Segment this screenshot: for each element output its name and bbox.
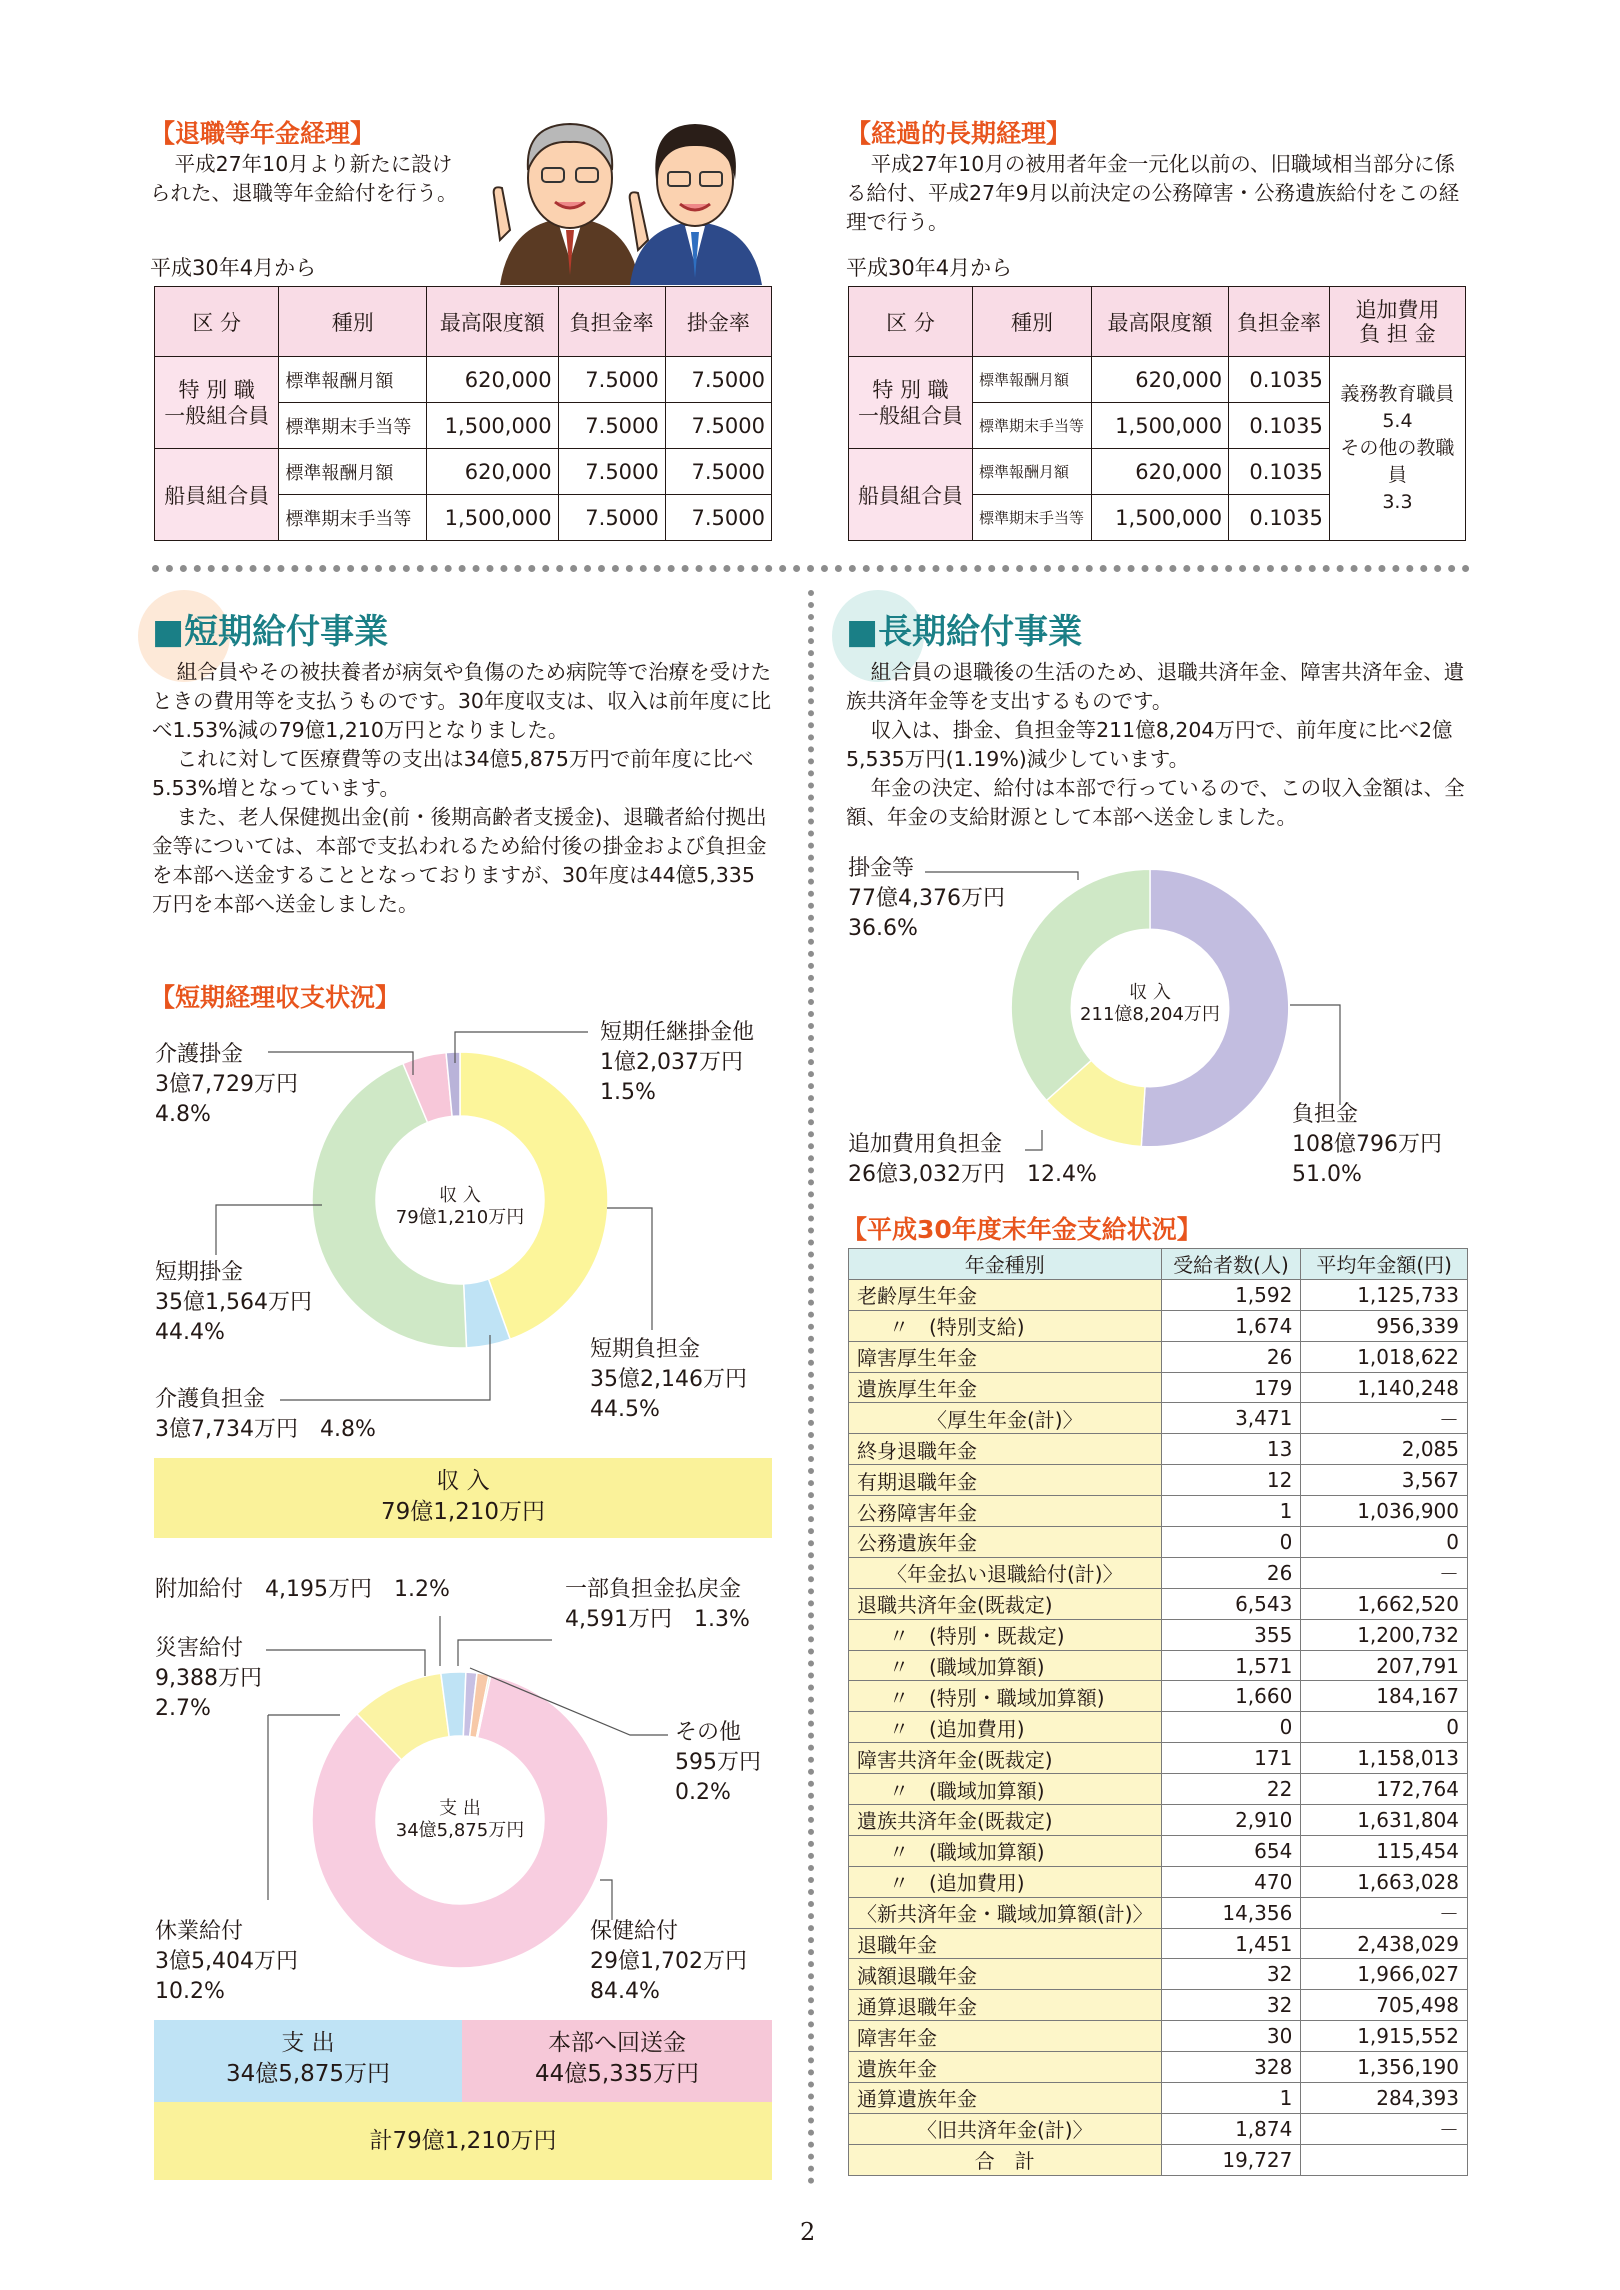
- limit-cell: 620,000: [1091, 357, 1228, 403]
- limit-cell: 1,500,000: [1091, 495, 1228, 541]
- pension-header: 年金種別: [849, 1249, 1162, 1280]
- pension-type-cell: 〃 (追加費用): [849, 1866, 1162, 1897]
- pension-amount-cell: 0: [1301, 1527, 1468, 1558]
- label-kaigo-kake: 介護掛金 3億7,729万円 4.8%: [155, 1042, 298, 1127]
- pension-count-cell: 3,471: [1161, 1403, 1301, 1434]
- pension-type-cell: 遺族年金: [849, 2052, 1162, 2083]
- header-cell: 負担金率: [558, 287, 665, 357]
- rate-cell: 7.5000: [558, 403, 665, 449]
- limit-cell: 620,000: [1091, 449, 1228, 495]
- label-long-futan: 負担金 108億796万円 51.0%: [1292, 1102, 1442, 1187]
- pension-table-heading: 【平成30年度末年金支給状況】: [842, 1215, 1202, 1244]
- header-cell: 掛金率: [665, 287, 771, 357]
- transitional-text: 平成27年10月の被用者年金一元化以前の、旧職域相当部分に係る給付、平成27年9月以前決定の公務障害・公務遺族給付をこの経理で行う。: [846, 152, 1460, 234]
- pension-amount-cell: 1,036,900: [1301, 1496, 1468, 1527]
- label-fuka: 附加給付 4,195万円 1.2%: [155, 1577, 450, 1602]
- center-label: 支 出: [439, 1798, 481, 1819]
- type-cell: 標準報酬月額: [973, 357, 1092, 403]
- pension-amount-cell: 115,454: [1301, 1835, 1468, 1866]
- label-long-tsuika: 追加費用負担金 26億3,032万円 12.4%: [848, 1132, 1097, 1187]
- pension-amount-cell: 1,662,520: [1301, 1588, 1468, 1619]
- pension-type-cell: 合 計: [849, 2144, 1162, 2175]
- header-cell: 追加費用 負 担 金: [1329, 287, 1465, 357]
- pension-count-cell: 1,660: [1161, 1681, 1301, 1712]
- pension-count-cell: 12: [1161, 1465, 1301, 1496]
- header-cell: 区 分: [849, 287, 973, 357]
- pension-count-cell: 26: [1161, 1341, 1301, 1372]
- pension-row: [849, 1588, 1468, 1619]
- pension-type-cell: 老齢厚生年金: [849, 1279, 1162, 1310]
- pension-count-cell: 355: [1161, 1619, 1301, 1650]
- pension-amount-cell: 956,339: [1301, 1310, 1468, 1341]
- pension-row: [849, 1959, 1468, 1990]
- header-cell: 種別: [279, 287, 427, 357]
- pension-amount-cell: 1,125,733: [1301, 1279, 1468, 1310]
- pension-count-cell: 19,727: [1161, 2144, 1301, 2175]
- pension-count-cell: 26: [1161, 1557, 1301, 1588]
- pension-type-cell: 公務遺族年金: [849, 1527, 1162, 1558]
- pension-type-cell: 〃 (職域加算額): [849, 1774, 1162, 1805]
- pension-amount-cell: 207,791: [1301, 1650, 1468, 1681]
- center-value: 211億8,204万円: [1080, 1004, 1220, 1025]
- center-label: 収 入: [1129, 982, 1171, 1003]
- pension-type-cell: 〈新共済年金・職域加算額(計)〉: [849, 1897, 1162, 1928]
- pension-type-cell: 〃 (職域加算額): [849, 1650, 1162, 1681]
- pension-amount-cell: 1,018,622: [1301, 1341, 1468, 1372]
- pension-amount-cell: 3,567: [1301, 1465, 1468, 1496]
- pension-row: [849, 2083, 1468, 2114]
- header-cell: 最高限度額: [427, 287, 558, 357]
- pension-row: [849, 2144, 1468, 2175]
- pension-amount-cell: 705,498: [1301, 1990, 1468, 2021]
- pension-row: [849, 1434, 1468, 1465]
- pension-amount-cell: －: [1301, 1557, 1468, 1588]
- label-tanki-kake: 短期掛金 35億1,564万円 44.4%: [155, 1260, 312, 1345]
- pension-amount-cell: 1,140,248: [1301, 1372, 1468, 1403]
- pension-count-cell: 171: [1161, 1743, 1301, 1774]
- pension-row: [849, 1990, 1468, 2021]
- retirement-heading: 【退職等年金経理】: [150, 119, 376, 148]
- rate-cell: 7.5000: [558, 449, 665, 495]
- pension-type-cell: 〃 (職域加算額): [849, 1835, 1162, 1866]
- label-ichibu: 一部負担金払戻金 4,591万円 1.3%: [565, 1577, 750, 1632]
- rate-cell: 7.5000: [665, 403, 771, 449]
- pension-header: 受給者数(人): [1161, 1249, 1301, 1280]
- short-title: ■短期給付事業: [152, 612, 389, 652]
- pension-count-cell: 32: [1161, 1959, 1301, 1990]
- pension-count-cell: 1,674: [1161, 1310, 1301, 1341]
- pension-row: [849, 1650, 1468, 1681]
- pension-amount-cell: 1,200,732: [1301, 1619, 1468, 1650]
- limit-cell: 620,000: [427, 449, 558, 495]
- pension-row: [849, 1835, 1468, 1866]
- pension-count-cell: 22: [1161, 1774, 1301, 1805]
- pension-count-cell: 654: [1161, 1835, 1301, 1866]
- pension-row: [849, 1527, 1468, 1558]
- pension-row: [849, 1805, 1468, 1836]
- pension-row: [849, 1341, 1468, 1372]
- short-total-box: 計79億1,210万円: [154, 2102, 772, 2180]
- pension-type-cell: 通算遺族年金: [849, 2083, 1162, 2114]
- pension-amount-cell: [1301, 2144, 1468, 2175]
- pension-amount-cell: －: [1301, 1897, 1468, 1928]
- pension-row: [849, 1557, 1468, 1588]
- pension-amount-cell: －: [1301, 1403, 1468, 1434]
- transitional-since: 平成30年4月から: [846, 256, 1013, 280]
- pension-row: [849, 2021, 1468, 2052]
- pension-row: [849, 1619, 1468, 1650]
- rate-cell: 7.5000: [665, 449, 771, 495]
- pension-count-cell: 1,592: [1161, 1279, 1301, 1310]
- pension-amount-cell: 1,966,027: [1301, 1959, 1468, 1990]
- pension-row: [849, 1496, 1468, 1527]
- short-paragraph: これに対して医療費等の支出は34億5,875万円で前年度に比べ5.53%増となっています。: [152, 747, 754, 800]
- rate-cell: 0.1035: [1229, 449, 1330, 495]
- retirement-since: 平成30年4月から: [150, 256, 317, 280]
- group-cell: 特 別 職 一般組合員: [155, 357, 279, 449]
- long-title: ■長期給付事業: [846, 612, 1083, 652]
- page-number: 2: [800, 2218, 816, 2246]
- pension-count-cell: 0: [1161, 1527, 1301, 1558]
- center-value: 34億5,875万円: [395, 1820, 525, 1841]
- pension-type-cell: 有期退職年金: [849, 1465, 1162, 1496]
- type-cell: 標準報酬月額: [279, 449, 427, 495]
- pension-count-cell: 30: [1161, 2021, 1301, 2052]
- limit-cell: 620,000: [427, 357, 558, 403]
- short-remit-box: 本部へ回送金 44億5,335万円: [462, 2020, 772, 2102]
- pension-type-cell: 障害厚生年金: [849, 1341, 1162, 1372]
- pension-amount-cell: 1,356,190: [1301, 2052, 1468, 2083]
- pension-type-cell: 遺族共済年金(既裁定): [849, 1805, 1162, 1836]
- pension-amount-cell: 1,915,552: [1301, 2021, 1468, 2052]
- pension-type-cell: 終身退職年金: [849, 1434, 1162, 1465]
- header-cell: 最高限度額: [1091, 287, 1228, 357]
- long-paragraph: 収入は、掛金、負担金等211億8,204万円で、前年度に比べ2億5,535万円(1.19%)減少しています。: [846, 718, 1453, 771]
- rate-cell: 7.5000: [665, 357, 771, 403]
- pension-amount-cell: 2,438,029: [1301, 1928, 1468, 1959]
- group-cell: 船員組合員: [155, 449, 279, 541]
- header-cell: 種別: [973, 287, 1092, 357]
- center-value: 79億1,210万円: [395, 1207, 525, 1228]
- retirement-text: 平成27年10月より新たに設けられた、退職等年金給付を行う。: [150, 152, 458, 205]
- pension-count-cell: 1: [1161, 2083, 1301, 2114]
- pension-amount-cell: 0: [1301, 1712, 1468, 1743]
- pension-type-cell: 〈年金払い退職給付(計)〉: [849, 1557, 1162, 1588]
- pension-count-cell: 1,451: [1161, 1928, 1301, 1959]
- pension-amount-cell: －: [1301, 2113, 1468, 2144]
- pension-count-cell: 6,543: [1161, 1588, 1301, 1619]
- pension-count-cell: 179: [1161, 1372, 1301, 1403]
- pension-type-cell: 減額退職年金: [849, 1959, 1162, 1990]
- pension-type-cell: 〃 (特別支給): [849, 1310, 1162, 1341]
- pension-count-cell: 1: [1161, 1496, 1301, 1527]
- pension-row: [849, 1681, 1468, 1712]
- pension-count-cell: 0: [1161, 1712, 1301, 1743]
- rate-cell: 7.5000: [665, 495, 771, 541]
- pension-type-cell: 〃 (特別・既裁定): [849, 1619, 1162, 1650]
- additional-cost-cell: 義務教育職員 5.4 その他の教職員 3.3: [1329, 357, 1465, 541]
- pension-row: [849, 2052, 1468, 2083]
- pension-type-cell: 〈厚生年金(計)〉: [849, 1403, 1162, 1434]
- rate-cell: 0.1035: [1229, 403, 1330, 449]
- transitional-heading: 【経過的長期経理】: [846, 119, 1072, 148]
- short-paragraph: 組合員やその被扶養者が病気や負傷のため病院等で治療を受けたときの費用等を支払うものです。30年度収支は、収入は前年度に比べ1.53%減の79億1,210万円となりました。: [152, 660, 772, 742]
- short-chart-heading: 【短期経理収支状況】: [150, 983, 401, 1012]
- type-cell: 標準報酬月額: [279, 357, 427, 403]
- pension-amount-cell: 1,158,013: [1301, 1743, 1468, 1774]
- pension-count-cell: 13: [1161, 1434, 1301, 1465]
- center-label: 収 入: [439, 1185, 481, 1206]
- limit-cell: 1,500,000: [1091, 403, 1228, 449]
- pension-count-cell: 470: [1161, 1866, 1301, 1897]
- label-hoken: 保健給付 29億1,702万円 84.4%: [590, 1919, 747, 2004]
- rate-cell: 0.1035: [1229, 495, 1330, 541]
- pension-type-cell: 公務障害年金: [849, 1496, 1162, 1527]
- header-cell: 区 分: [155, 287, 279, 357]
- pension-count-cell: 328: [1161, 2052, 1301, 2083]
- pension-row: [849, 1712, 1468, 1743]
- rate-cell: 7.5000: [558, 357, 665, 403]
- group-cell: 船員組合員: [849, 449, 973, 541]
- pension-amount-cell: 1,663,028: [1301, 1866, 1468, 1897]
- short-paragraph: また、老人保健拠出金(前・後期高齢者支援金)、退職者給付拠出金等については、本部で支払われるため給付後の掛金および負担金を本部へ送金することとなっておりますが、30年度は44億5,335万円を本部へ送金しました。: [152, 805, 767, 916]
- limit-cell: 1,500,000: [427, 403, 558, 449]
- long-paragraph: 年金の決定、給付は本部で行っているので、この収入金額は、全額、年金の支給財源として本部へ送金しました。: [846, 776, 1465, 829]
- label-kyugyo: 休業給付 3億5,404万円 10.2%: [155, 1919, 298, 2004]
- short-income-box: 収 入 79億1,210万円: [154, 1458, 772, 1538]
- type-cell: 標準期末手当等: [279, 495, 427, 541]
- pension-row: [849, 1465, 1468, 1496]
- pension-row: [849, 1743, 1468, 1774]
- pension-count-cell: 32: [1161, 1990, 1301, 2021]
- pension-row: [849, 1279, 1468, 1310]
- pension-amount-cell: 1,631,804: [1301, 1805, 1468, 1836]
- pension-row: [849, 1774, 1468, 1805]
- type-cell: 標準期末手当等: [973, 495, 1092, 541]
- rate-cell: 7.5000: [558, 495, 665, 541]
- rate-cell: 0.1035: [1229, 357, 1330, 403]
- pension-count-cell: 1,571: [1161, 1650, 1301, 1681]
- pension-row: [849, 1928, 1468, 1959]
- long-paragraph: 組合員の退職後の生活のため、退職共済年金、障害共済年金、遺族共済年金等を支出するものです。: [846, 660, 1465, 713]
- limit-cell: 1,500,000: [427, 495, 558, 541]
- pension-type-cell: 通算退職年金: [849, 1990, 1162, 2021]
- pension-row: [849, 1310, 1468, 1341]
- pension-amount-cell: 172,764: [1301, 1774, 1468, 1805]
- pension-type-cell: 〈旧共済年金(計)〉: [849, 2113, 1162, 2144]
- long-income-leaders: [800, 0, 1600, 1300]
- short-expense-box: 支 出 34億5,875万円: [154, 2020, 462, 2102]
- pension-type-cell: 退職年金: [849, 1928, 1162, 1959]
- label-kaigo-futan: 介護負担金 3億7,734万円 4.8%: [155, 1387, 376, 1442]
- pension-count-cell: 14,356: [1161, 1897, 1301, 1928]
- pension-count-cell: 2,910: [1161, 1805, 1301, 1836]
- header-cell: 負担金率: [1229, 287, 1330, 357]
- pension-table: [848, 1248, 1468, 2176]
- pension-type-cell: 退職共済年金(既裁定): [849, 1588, 1162, 1619]
- pension-amount-cell: 184,167: [1301, 1681, 1468, 1712]
- pension-type-cell: 障害年金: [849, 2021, 1162, 2052]
- pension-row: [849, 1403, 1468, 1434]
- pension-amount-cell: 284,393: [1301, 2083, 1468, 2114]
- pension-amount-cell: 2,085: [1301, 1434, 1468, 1465]
- pension-header: 平均年金額(円): [1301, 1249, 1468, 1280]
- label-saigai: 災害給付 9,388万円 2.7%: [155, 1636, 262, 1721]
- label-tanki-futan: 短期負担金 35億2,146万円 44.5%: [590, 1337, 747, 1422]
- group-cell: 特 別 職 一般組合員: [849, 357, 973, 449]
- pension-type-cell: 遺族厚生年金: [849, 1372, 1162, 1403]
- pension-type-cell: 障害共済年金(既裁定): [849, 1743, 1162, 1774]
- pension-row: [849, 2113, 1468, 2144]
- type-cell: 標準報酬月額: [973, 449, 1092, 495]
- pension-type-cell: 〃 (特別・職域加算額): [849, 1681, 1162, 1712]
- type-cell: 標準期末手当等: [973, 403, 1092, 449]
- pension-count-cell: 1,874: [1161, 2113, 1301, 2144]
- pension-row: [849, 1372, 1468, 1403]
- label-ninin: 短期任継掛金他 1億2,037万円 1.5%: [600, 1020, 755, 1105]
- pension-type-cell: 〃 (追加費用): [849, 1712, 1162, 1743]
- pension-row: [849, 1897, 1468, 1928]
- pension-row: [849, 1866, 1468, 1897]
- type-cell: 標準期末手当等: [279, 403, 427, 449]
- label-long-kake: 掛金等 77億4,376万円 36.6%: [848, 856, 1005, 941]
- label-sonota: その他 595万円 0.2%: [675, 1720, 761, 1805]
